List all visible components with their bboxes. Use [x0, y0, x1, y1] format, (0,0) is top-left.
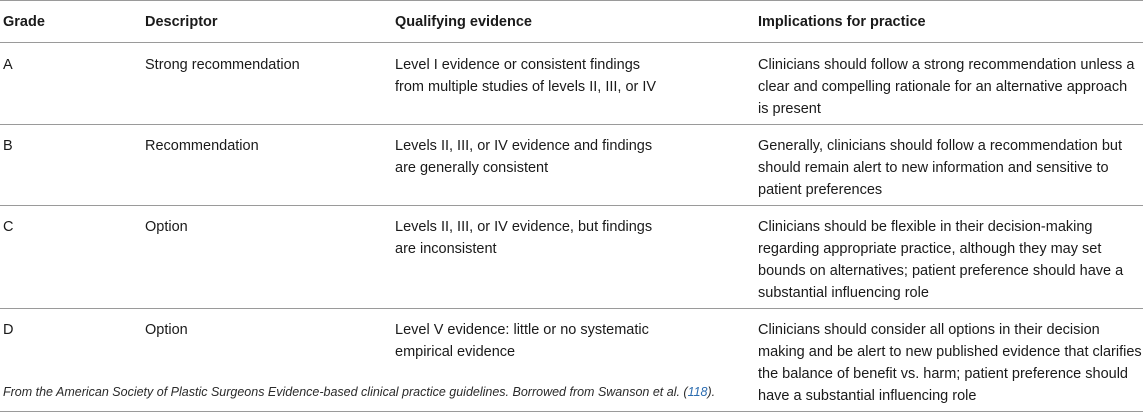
cell-descriptor: Strong recommendation [145, 43, 395, 125]
cell-implications [758, 309, 1143, 412]
cell-implications-text: Clinicians should be flexible in their decision-making regarding appropriate practice, although they may set bounds on alternatives; patient preference should have a substantial influencing role [758, 219, 1124, 301]
header-row [0, 1, 1143, 43]
cell-implications [758, 206, 1143, 309]
cell-grade: A [0, 43, 145, 125]
cell-evidence-text: Level I evidence or consistent findings from multiple studies of levels II, III, or IV [395, 57, 657, 95]
table-row [0, 206, 1143, 309]
table-body [0, 43, 1143, 412]
header-grade: Grade [0, 1, 145, 43]
cell-evidence [395, 206, 758, 309]
header-descriptor: Descriptor [145, 1, 395, 43]
cell-grade: D [0, 309, 145, 412]
cell-evidence-text: Levels II, III, or IV evidence and findings are generally consistent [395, 138, 653, 176]
cell-grade: B [0, 125, 145, 206]
cell-evidence-text: Levels II, III, or IV evidence, but findings are inconsistent [395, 219, 653, 257]
header-implications: Implications for practice [758, 1, 1143, 43]
header-qualifying-evidence: Qualifying evidence [395, 1, 758, 43]
cell-implications [758, 125, 1143, 206]
footnote-close: ). [707, 385, 716, 399]
cell-evidence [395, 125, 758, 206]
table-row [0, 125, 1143, 206]
cell-evidence-text: Level V evidence: little or no systematic empirical evidence [395, 322, 649, 360]
cell-descriptor: Option [145, 309, 395, 412]
cell-implications [758, 43, 1143, 125]
table-header [0, 1, 1143, 43]
footnote-text: From the American Society of Plastic Surgeons Evidence-based clinical practice guidelines. Borrowed from Swanson et al. ( [3, 385, 688, 399]
cell-implications-text: Clinicians should follow a strong recommendation unless a clear and compelling rationale for an alternative approach is present [758, 57, 1135, 117]
table-row [0, 43, 1143, 125]
footnote-reference-link[interactable]: 118 [687, 385, 708, 399]
table-footnote [3, 385, 715, 399]
cell-implications-text: Generally, clinicians should follow a recommendation but should remain alert to new information and sensitive to patient preferences [758, 138, 1123, 198]
cell-descriptor: Option [145, 206, 395, 309]
cell-descriptor: Recommendation [145, 125, 395, 206]
cell-grade: C [0, 206, 145, 309]
cell-implications-text: Clinicians should consider all options in their decision making and be alert to new published evidence that clarifies the balance of benefit vs. harm; patient preference should have a substantial influencing role [758, 322, 1142, 404]
cell-evidence [395, 43, 758, 125]
